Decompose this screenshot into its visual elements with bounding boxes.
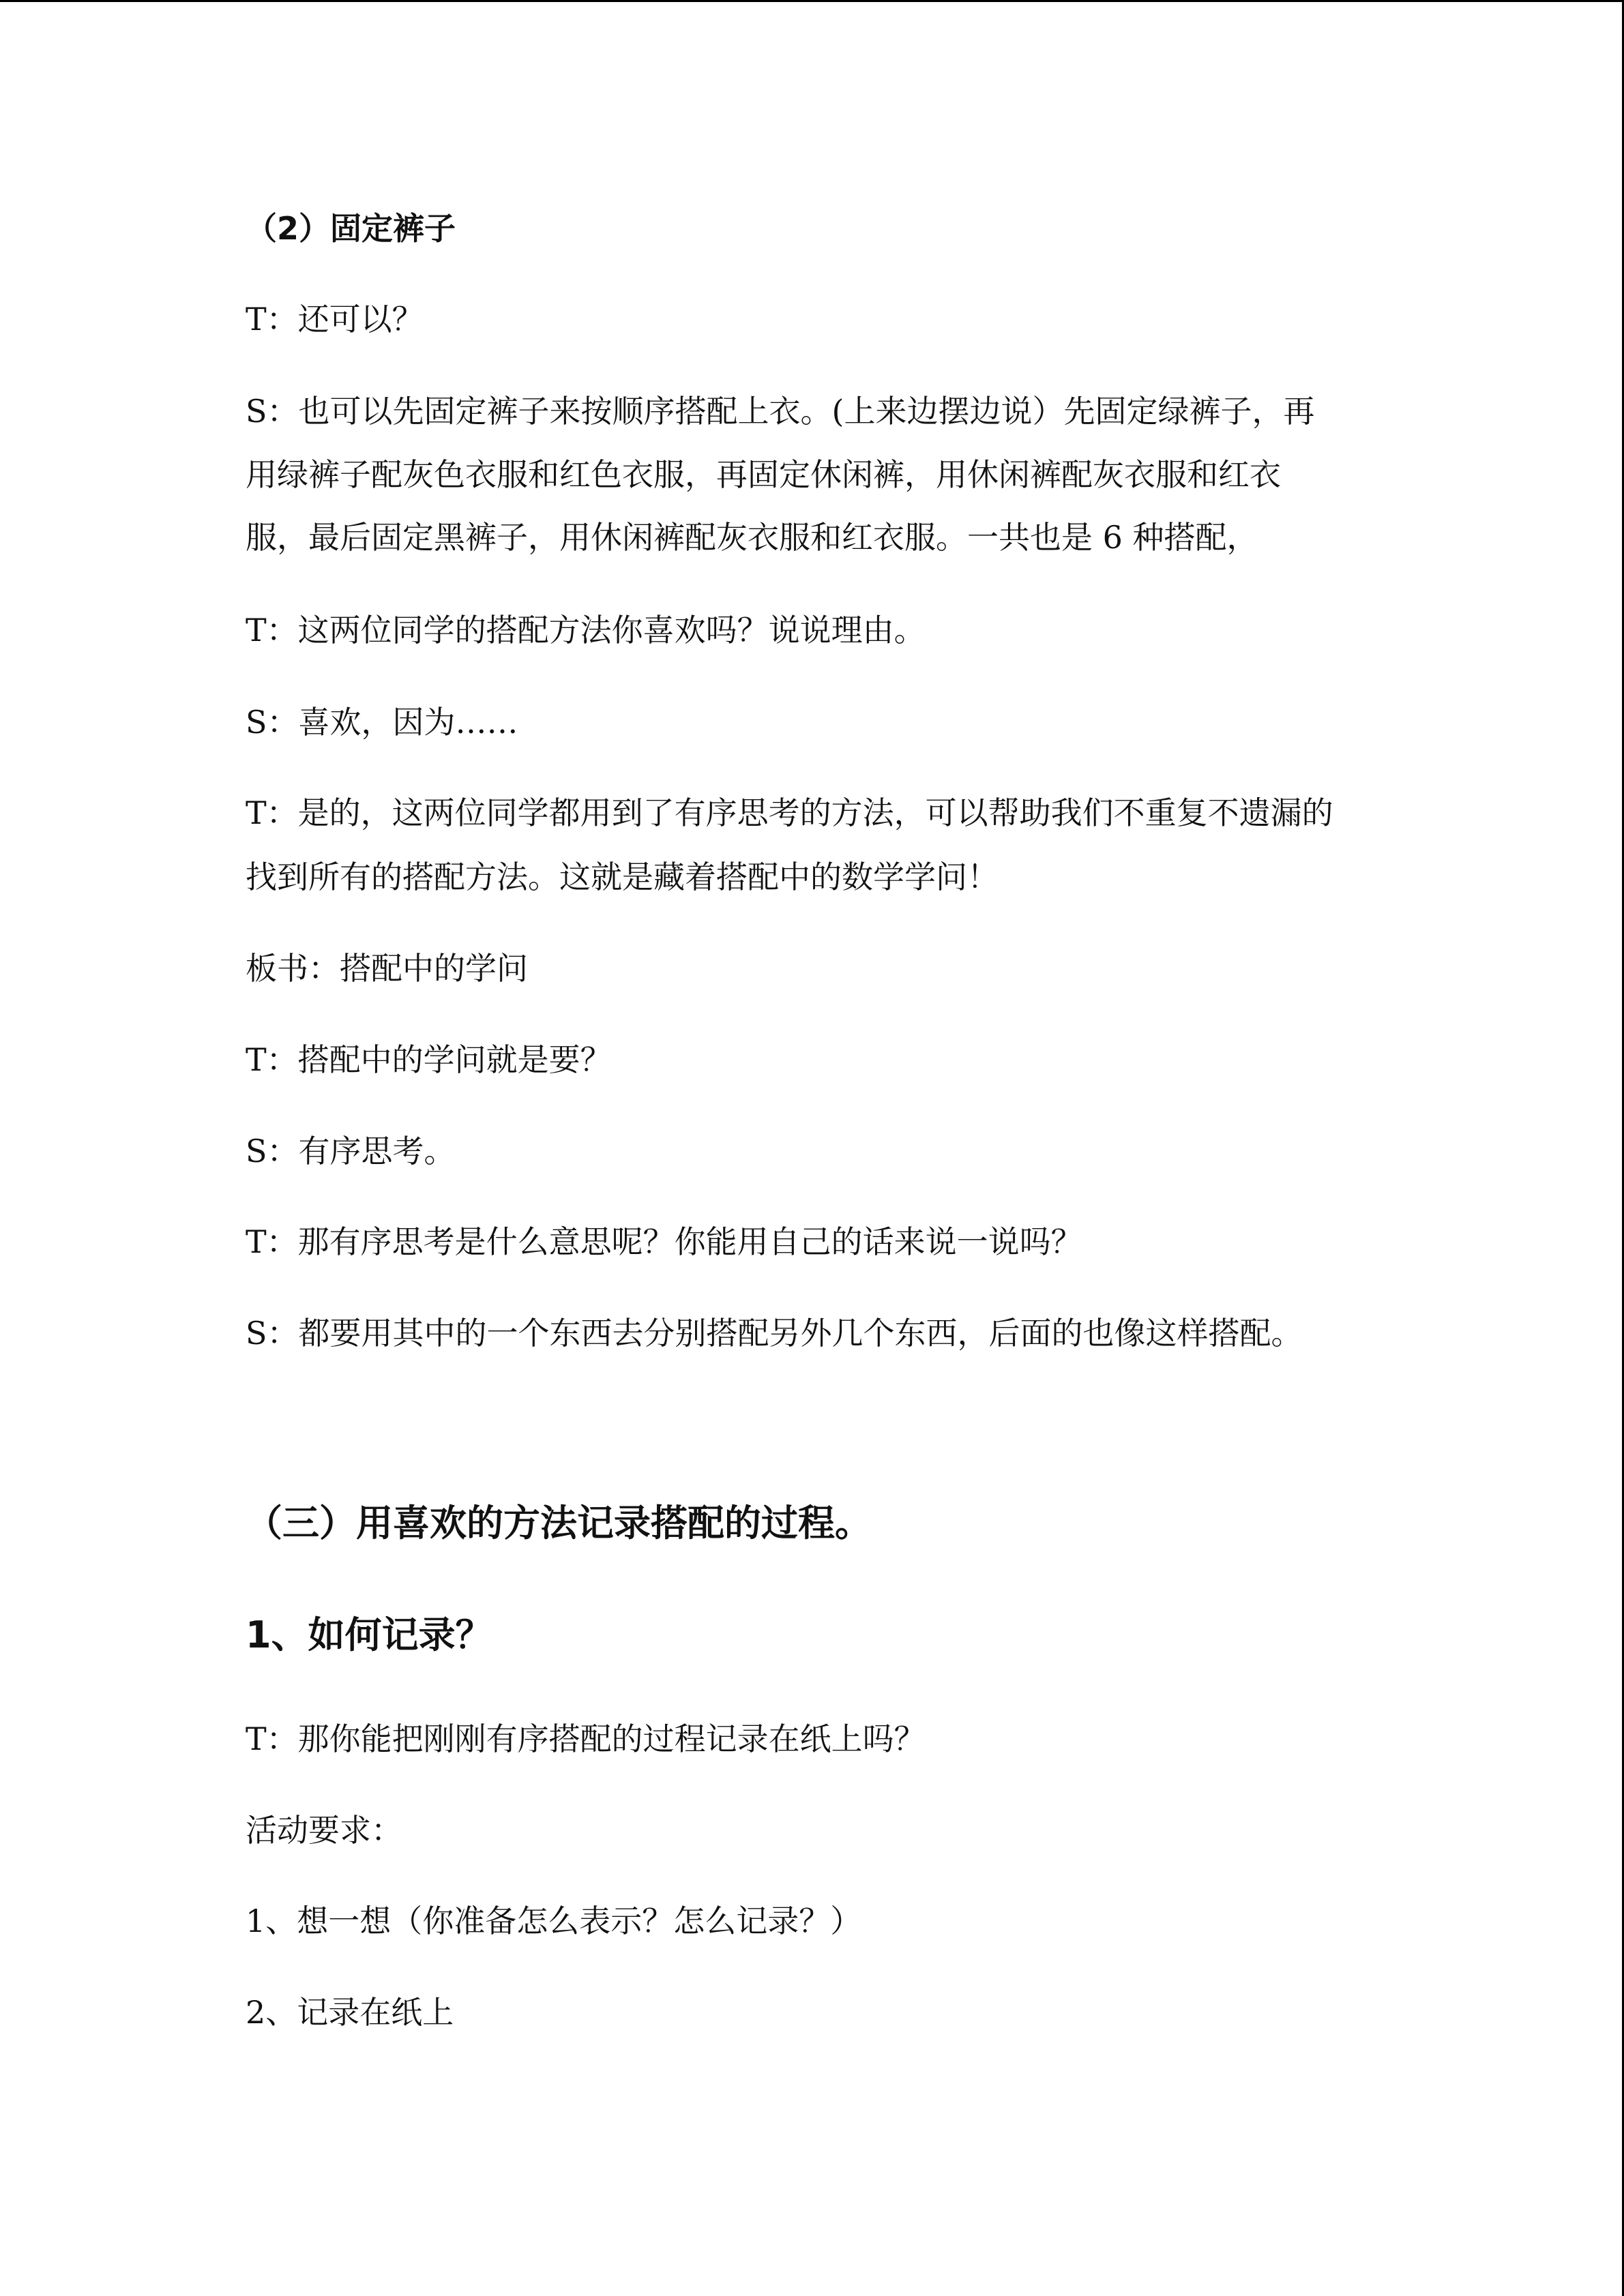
item-heading: 1、如何记录？ [246,1613,492,1656]
paragraph-student-line: S：有序思考。 [246,1133,456,1169]
paragraph-student-line-cont: 用绿裤子配灰色衣服和红色衣服，再固定休闲裤，用休闲裤配灰衣服和红衣 [246,456,1281,493]
activity-requirements-label: 活动要求： [246,1812,402,1849]
paragraph-teacher-line: T：搭配中的学问就是要？ [246,1041,612,1078]
section-heading: （三）用喜欢的方法记录搭配的过程。 [246,1502,872,1545]
paragraph-student-line: S：也可以先固定裤子来按顺序搭配上衣。(上来边摆边说）先固定绿裤子，再 [246,393,1315,430]
paragraph-teacher-line: T：还可以？ [246,301,424,338]
paragraph-teacher-line: T：那有序思考是什么意思呢？你能用自己的话来说一说吗？ [246,1223,1082,1260]
activity-step-2: 2、记录在纸上 [246,1994,454,2031]
paragraph-student-line: S：喜欢，因为…… [246,704,518,741]
subheading-fixed-pants: （2）固定裤子 [246,210,456,247]
page-border-top [0,0,1624,2]
paragraph-teacher-line: T：是的，这两位同学都用到了有序思考的方法，可以帮助我们不重复不遗漏的 [246,794,1333,831]
paragraph-teacher-line: T：这两位同学的搭配方法你喜欢吗？说说理由。 [246,612,926,648]
paragraph-student-line-cont: 服，最后固定黑裤子，用休闲裤配灰衣服和红衣服。一共也是 6 种搭配， [246,519,1258,556]
paragraph-teacher-line: T：那你能把刚刚有序搭配的过程记录在纸上吗？ [246,1720,926,1757]
paragraph-student-line: S：都要用其中的一个东西去分别搭配另外几个东西，后面的也像这样搭配。 [246,1315,1303,1352]
activity-step-1: 1、想一想（你准备怎么表示？怎么记录？） [246,1903,862,1939]
board-note: 板书：搭配中的学问 [246,950,528,987]
paragraph-teacher-line-cont: 找到所有的搭配方法。这就是藏着搭配中的数学学问！ [246,859,999,895]
